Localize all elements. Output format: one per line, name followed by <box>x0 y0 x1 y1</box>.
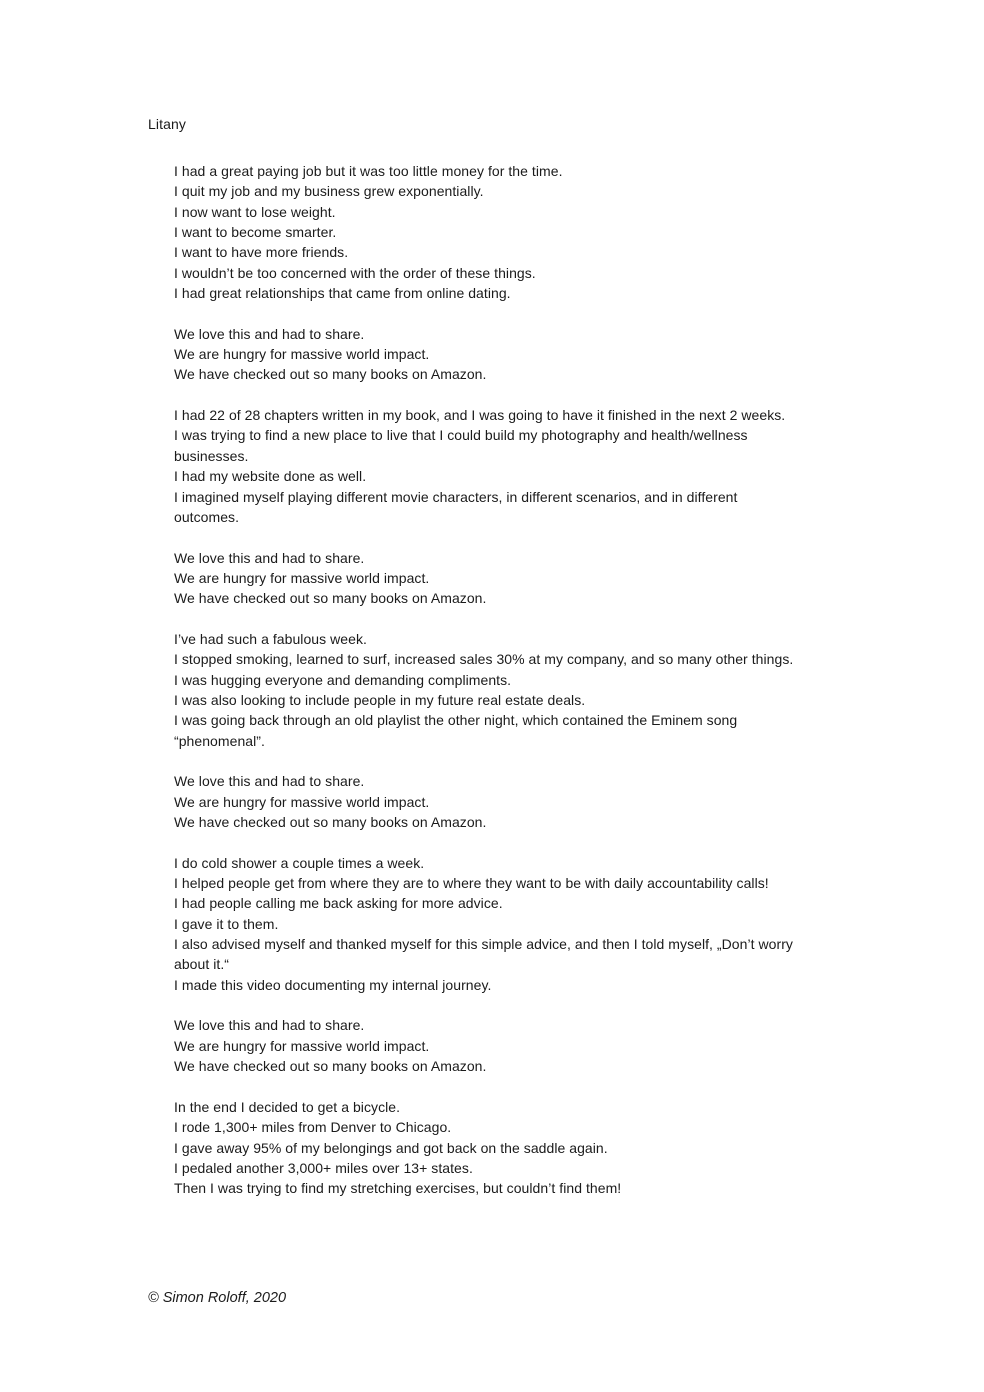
copyright-footer: © Simon Roloff, 2020 <box>148 1290 287 1306</box>
poem-line: I quit my job and my business grew exponentially. <box>174 183 484 200</box>
poem-line: businesses. <box>174 447 249 464</box>
poem-line: We are hungry for massive world impact. <box>174 793 430 810</box>
poem-line: We have checked out so many books on Amazon. <box>174 1058 487 1075</box>
poem-line: I had a great paying job but it was too little money for the time. <box>174 163 563 179</box>
poem-line: I gave it to them. <box>174 915 279 932</box>
poem-line: I’ve had such a fabulous week. <box>174 630 367 647</box>
poem-line: In the end I decided to get a bicycle. <box>174 1098 401 1115</box>
poem-line: We have checked out so many books on Amazon. <box>174 814 487 830</box>
poem-line: I do cold shower a couple times a week. <box>174 854 425 871</box>
poem-line: We have checked out so many books on Amazon. <box>174 366 487 383</box>
stanza-4 <box>174 548 836 609</box>
poem-line: I stopped smoking, learned to surf, increased sales 30% at my company, and so many other things. <box>174 651 794 668</box>
stanza-3 <box>174 405 836 527</box>
poem-line: outcomes. <box>174 508 240 525</box>
stanza-2 <box>174 324 836 385</box>
poem-line: Then I was trying to find my stretching exercises, but couldn’t find them! <box>174 1180 622 1197</box>
poem-line: “phenomenal”. <box>174 732 265 749</box>
poem-body <box>174 161 836 1199</box>
poem-line: I was trying to find a new place to live that I could build my photography and health/wellness <box>174 427 748 444</box>
stanza-9 <box>174 1097 836 1199</box>
poem-line: I want to have more friends. <box>174 244 349 261</box>
poem-line: I pedaled another 3,000+ miles over 13+ states. <box>174 1159 473 1176</box>
poem-line: I had people calling me back asking for more advice. <box>174 895 503 912</box>
poem-line: I now want to lose weight. <box>174 203 336 220</box>
poem-line: I had great relationships that came from online dating. <box>174 285 511 302</box>
poem-line: We have checked out so many books on Amazon. <box>174 590 487 607</box>
poem-line: We love this and had to share. <box>174 549 365 566</box>
poem-line: I want to become smarter. <box>174 224 337 241</box>
poem-line: We are hungry for massive world impact. <box>174 569 430 586</box>
page-title: Litany <box>148 116 186 132</box>
poem-line: I made this video documenting my internal journey. <box>174 976 492 993</box>
stanza-7 <box>174 853 836 995</box>
poem-line: We love this and had to share. <box>174 1017 365 1034</box>
poem-line: I imagined myself playing different movie characters, in different scenarios, and in different <box>174 488 738 505</box>
stanza-6 <box>174 771 836 832</box>
poem-line: about it.“ <box>174 956 229 973</box>
poem-line: I also advised myself and thanked myself for this simple advice, and then I told myself, „Don’t worry <box>174 936 793 953</box>
poem-line: I rode 1,300+ miles from Denver to Chicago. <box>174 1119 452 1136</box>
poem-line: I was also looking to include people in my future real estate deals. <box>174 691 586 708</box>
poem-line: We love this and had to share. <box>174 325 365 342</box>
stanza-8 <box>174 1015 836 1076</box>
stanza-5 <box>174 629 836 751</box>
poem-line: I gave away 95% of my belongings and got back on the saddle again. <box>174 1139 608 1156</box>
stanza-1 <box>174 161 836 303</box>
poem-line: I helped people get from where they are to where they want to be with daily accountability calls! <box>174 875 769 892</box>
poem-line: I had my website done as well. <box>174 468 367 485</box>
poem-line: We love this and had to share. <box>174 773 365 790</box>
poem-line: I was going back through an old playlist the other night, which contained the Eminem song <box>174 712 738 729</box>
poem-line: We are hungry for massive world impact. <box>174 1037 430 1054</box>
poem-line: I wouldn’t be too concerned with the order of these things. <box>174 264 536 281</box>
poem-line: I had 22 of 28 chapters written in my book, and I was going to have it finished in the next 2 weeks. <box>174 407 786 424</box>
poem-line: I was hugging everyone and demanding compliments. <box>174 671 512 688</box>
poem-line: We are hungry for massive world impact. <box>174 346 430 363</box>
